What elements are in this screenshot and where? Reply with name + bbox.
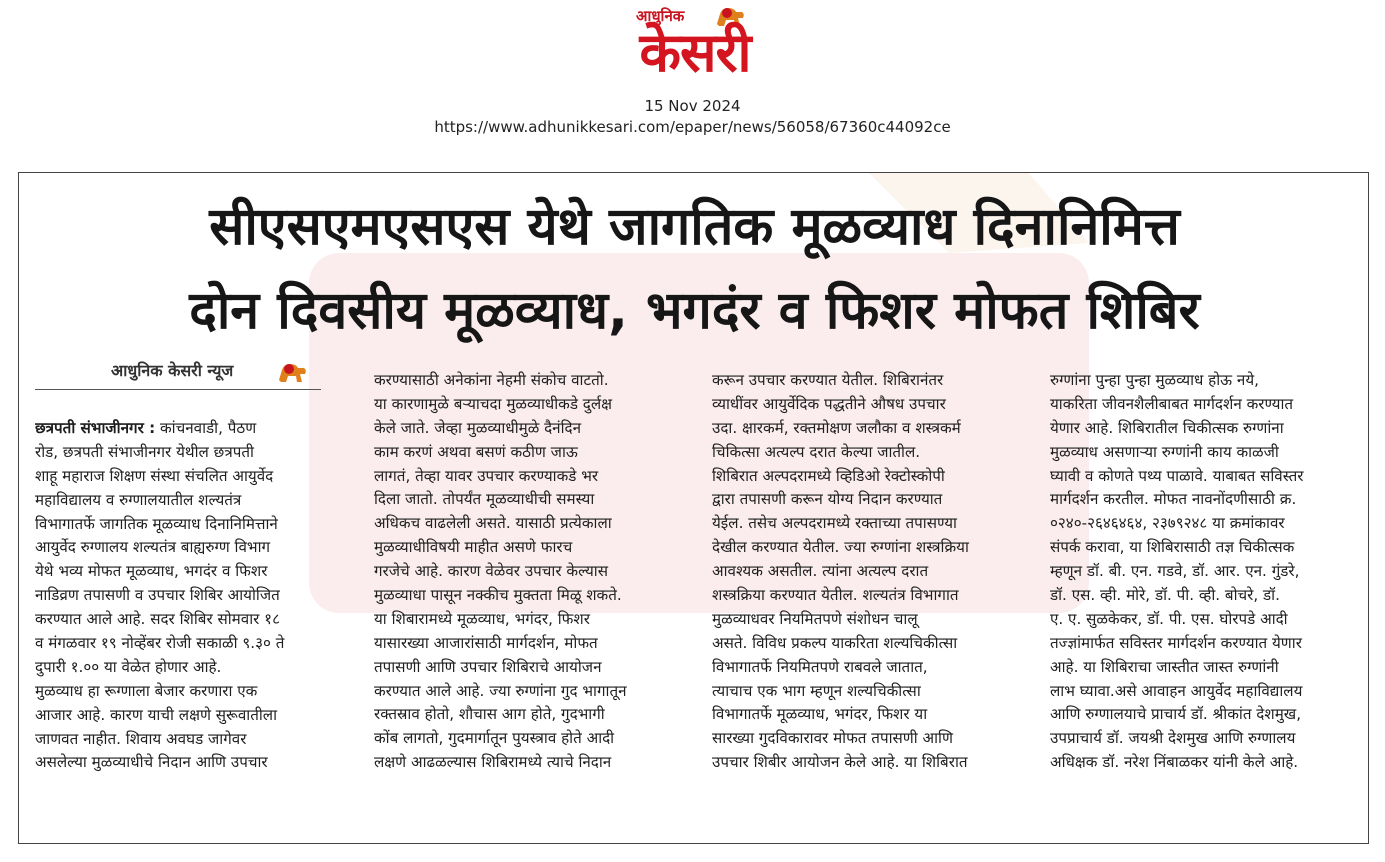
- article-line: अधिक्षक डॉ. नरेश निंबाळकर यांनी केले आहे.: [1050, 753, 1299, 772]
- article-line: मार्गदर्शन करतील. मोफत नावनोंदणीसाठी क्र.: [1050, 490, 1297, 509]
- article-line: लक्षणे आढळल्यास शिबिरामध्ये त्याचे निदान: [374, 753, 612, 772]
- article-line: संपर्क करावा, या शिबिरासाठी तज्ञ चिकीत्सक: [1050, 538, 1295, 557]
- publication-date: 15 Nov 2024: [644, 97, 741, 115]
- article-line: छत्रपती संभाजीनगर : कांचनवाडी, पैठण: [35, 419, 257, 437]
- article-line: आवश्यक असतील. त्यांना अत्यल्प दरात: [712, 562, 929, 581]
- article-line: करून उपचार करण्यात येतील. शिबिरानंतर: [712, 371, 944, 389]
- article-line: रुग्णांना पुन्हा पुन्हा मुळव्याध होऊ नये,: [1050, 371, 1259, 389]
- article-line: ए. ए. सुळकेकर, डॉ. पी. एस. घोरपडे आदी: [1050, 609, 1288, 628]
- masthead: [0, 0, 1385, 140]
- article-line: उपप्राचार्य डॉ. जयश्री देशमुख आणि रुग्णालय: [1050, 729, 1296, 748]
- byline: [35, 359, 321, 390]
- article-line: देखील करण्यात येतील. ज्या रुग्णांना शस्त्रक्रिया: [712, 538, 969, 557]
- article-line: व मंगळवार १९ नोव्हेंबर रोजी सकाळी ९.३० ते: [35, 634, 285, 653]
- article-line: आजार आहे. कारण याची लक्षणे सुरूवातीला: [35, 705, 278, 724]
- article-line: मुळव्याध असणाऱ्या रुग्णांनी काय काळजी: [1050, 442, 1279, 461]
- article-line: म्हणून डॉ. बी. एन. गडवे, डॉ. आर. एन. गुंडरे,: [1050, 562, 1300, 581]
- article-line: मुळव्याध हा रूग्णाला बेजार करणारा एक: [35, 681, 258, 700]
- article-line: करण्यासाठी अनेकांना नेहमी संकोच वाटतो.: [374, 371, 609, 389]
- article-line: केले जाते. जेव्हा मुळव्याधीमुळे दैनंदिन: [374, 418, 581, 437]
- article-url[interactable]: https://www.adhunikkesari.com/epaper/news/56058/67360c44092ce: [434, 118, 951, 136]
- logo-small-text: आधुनिक: [636, 7, 685, 25]
- article-line: शिबिरात अल्पदरामध्ये व्हिडिओ रेक्टोस्कोपी: [712, 466, 945, 485]
- article-line: विभागातर्फे मूळव्याध, भगंदर, फिशर या: [712, 705, 928, 724]
- article-line: असलेल्या मुळव्याधीचे निदान आणि उपचार: [35, 753, 268, 772]
- article-line: नाडिव्रण तपासणी व उपचार शिबिर आयोजित: [35, 586, 280, 605]
- headline-line-1: सीएसएमएसएस येथे जागतिक मूळव्याध दिनानिमित्त: [209, 197, 1180, 257]
- article-line: महाविद्यालय व रुग्णालयातील शल्यतंत्र: [35, 490, 242, 509]
- article-line: आणि रुग्णालयाचे प्राचार्य डॉ. श्रीकांत देशमुख,: [1050, 705, 1302, 724]
- newspaper-logo[interactable]: [590, 4, 800, 92]
- article-line: व्याधींवर आयुर्वेदिक पद्धतीने औषध उपचार: [712, 394, 946, 413]
- article-line: रक्तस्राव होतो, शौचास आग होते, गुदभागी: [374, 705, 605, 724]
- article-line: शाहू महाराज शिक्षण संस्था संचलित आयुर्वेद: [35, 466, 274, 485]
- article-line: या कारणामुळे बऱ्याचदा मुळव्याधीकडे दुर्लक्ष: [374, 394, 613, 413]
- article-line: लाभ घ्यावा.असे आवाहन आयुर्वेद महाविद्यालय: [1050, 681, 1303, 700]
- article-line: करण्यात आले आहे. ज्या रुग्णांना गुद भागातून: [374, 681, 627, 700]
- article-line: डॉ. एस. व्ही. मोरे, डॉ. पी. व्ही. बोचरे, डॉ.: [1050, 586, 1280, 605]
- article-line: येईल. तसेच अल्पदरामध्ये रक्ताच्या तपासण्या: [712, 514, 957, 533]
- article-line: अधिकच वाढलेली असते. यासाठी प्रत्येकाला: [374, 514, 612, 533]
- article-line: सारख्या गुदविकारावर मोफत तपासणी आणि: [712, 729, 953, 748]
- article-line: विभागातर्फे जागतिक मूळव्याध दिनानिमित्ताने: [35, 514, 278, 533]
- article-column-2: [374, 369, 690, 775]
- article-line: विभागातर्फे नियमितपणे राबवले जातात,: [712, 657, 928, 676]
- article-line: ०२४०-२६४६४६४, २३७९२४८ या क्रमांकावर: [1050, 514, 1285, 533]
- article-line: जाणवत नाहीत. शिवाय अवघड जागेवर: [35, 729, 247, 748]
- dateline: छत्रपती संभाजीनगर :: [35, 419, 156, 437]
- article-line: यासारख्या आजारांसाठी मार्गदर्शन, मोफत: [374, 633, 598, 652]
- article-line: द्वारा तपासणी करून योग्य निदान करण्यात: [712, 490, 943, 509]
- article-column-1: [35, 417, 351, 775]
- article-line: त्याचाच एक भाग म्हणून शल्यचिकीत्सा: [712, 681, 921, 700]
- logo-main-text: केसरी: [639, 21, 751, 84]
- article-line: दुपारी १.०० या वेळेत होणार आहे.: [35, 657, 222, 676]
- article-line: मुळव्याधवर नियमितपणे संशोधन चालू: [712, 609, 918, 628]
- article-line: लागतं, तेव्हा यावर उपचार करण्याकडे भर: [374, 466, 599, 485]
- article-line: येणार आहे. शिबिरातील चिकीत्सक रुग्णांना: [1050, 418, 1284, 437]
- article-line: दिला जातो. तोपर्यंत मूळव्याधीची समस्या: [374, 490, 595, 509]
- article-line: गरजेचे आहे. कारण वेळेवर उपचार केल्यास: [374, 562, 609, 581]
- article-line: चिकित्सा अत्यल्प दरात केल्या जातील.: [712, 442, 921, 461]
- article-column-3: [712, 369, 1028, 775]
- article-line: मुळव्याधीविषयी माहीत असणे फारच: [374, 538, 573, 557]
- article-line: उपचार शिबीर आयोजन केले आहे. या शिबिरात: [712, 753, 968, 772]
- article-line: उदा. क्षारकर्म, रक्तमोक्षण जलौका व शस्त्रकर्म: [712, 418, 961, 437]
- article-line: तपासणी आणि उपचार शिबिराचे आयोजन: [374, 657, 602, 676]
- article-line: याकरिता जीवनशैलीबाबत मार्गदर्शन करण्यात: [1050, 394, 1294, 413]
- byline-text: आधुनिक केसरी न्यूज: [111, 361, 234, 380]
- article-line: तज्ज्ञांमार्फत सविस्तर मार्गदर्शन करण्यात येणार: [1050, 633, 1302, 652]
- article-line: शस्त्रक्रिया करण्यात येतील. शल्यतंत्र विभागात: [712, 586, 959, 605]
- article-line: येथे भव्य मोफत मूळव्याध, भगदंर व फिशर: [35, 562, 268, 581]
- article-line: रोड, छत्रपती संभाजीनगर येथील छत्रपती: [35, 442, 254, 461]
- article-line: मुळव्याधा पासून नक्कीच मुक्तता मिळू शकते.: [374, 586, 622, 605]
- article-line: काम करणं अथवा बसणं कठीण जाऊ: [374, 442, 578, 461]
- article-line: या शिबारामध्ये मूळव्याध, भगंदर, फिशर: [374, 609, 590, 628]
- article-line: असते. विविध प्रकल्प याकरिता शल्यचिकीत्सा: [712, 633, 958, 652]
- article-column-4: [1050, 369, 1366, 775]
- article-line: करण्यात आले आहे. सदर शिबिर सोमवार १८: [35, 610, 280, 629]
- lion-icon: [275, 360, 309, 384]
- article-line: आयुर्वेद रुग्णालय शल्यतंत्र बाह्यरुग्ण विभाग: [35, 538, 271, 557]
- article-frame: [18, 172, 1369, 844]
- headline-line-2: दोन दिवसीय मूळव्याध, भगदंर व फिशर मोफत शिबिर: [189, 281, 1200, 341]
- article-line: कोंब लागतो, गुदमार्गातून पुयस्त्राव होते आदी: [374, 729, 615, 748]
- article-line: घ्यावी व कोणते पथ्य पाळावे. याबाबत सविस्तर: [1050, 466, 1304, 485]
- article-line: आहे. या शिबिराचा जास्तीत जास्त रुग्णांनी: [1050, 657, 1279, 676]
